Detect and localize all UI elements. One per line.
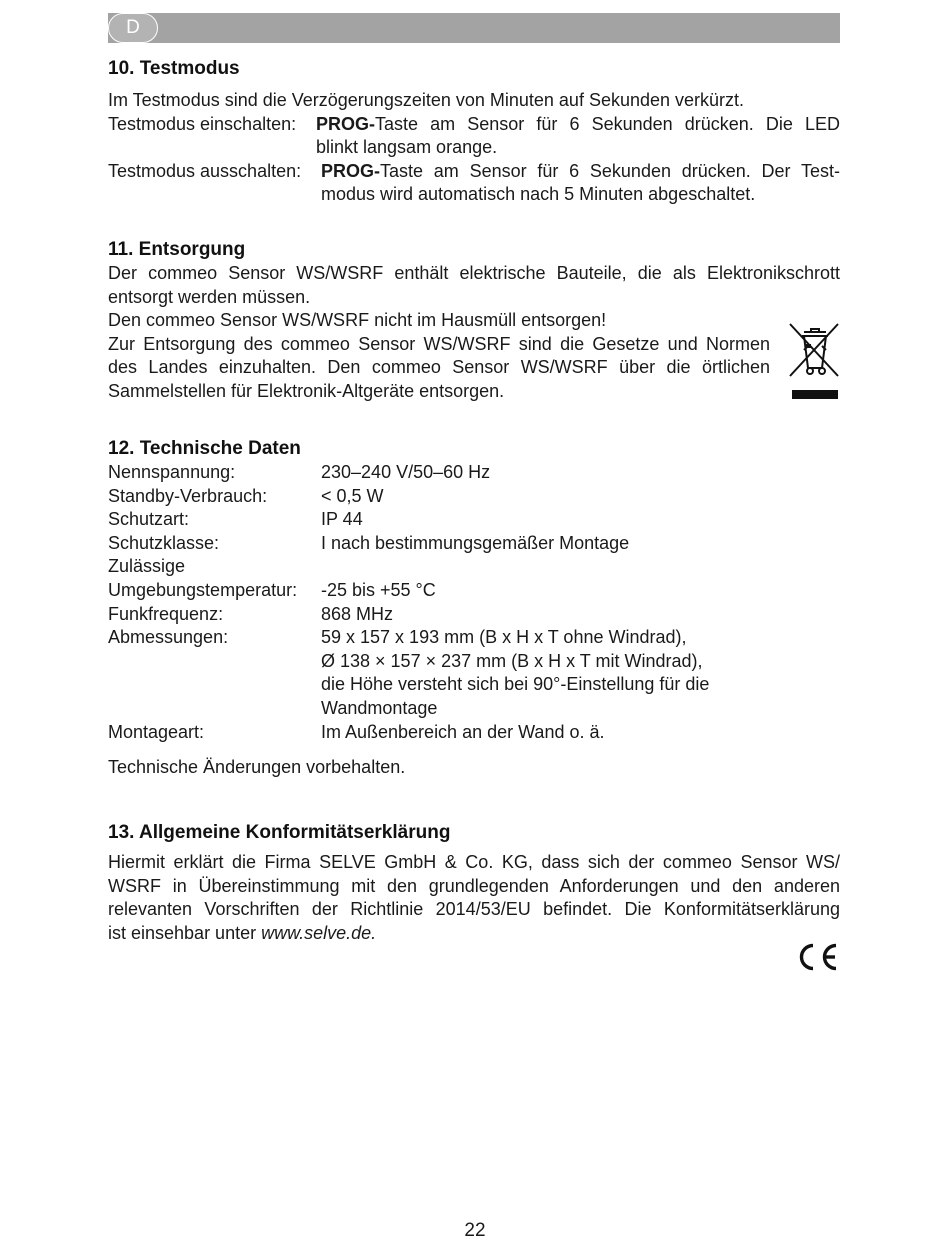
tech-row bbox=[108, 673, 840, 697]
disposal-p2: Den commeo Sensor WS/WSRF nicht im Hausmüll entsorgen! bbox=[108, 310, 607, 331]
ce-mark-icon bbox=[795, 942, 839, 972]
testmode-on-label: Testmodus einschalten: bbox=[108, 113, 297, 134]
tech-value bbox=[321, 555, 326, 579]
tech-key: Nennspannung: bbox=[108, 462, 236, 482]
prog-key-label: PROG- bbox=[321, 160, 381, 181]
testmode-on-row bbox=[108, 113, 840, 160]
tech-key: Montageart: bbox=[108, 721, 205, 742]
tech-key: Funkfrequenz: bbox=[108, 603, 224, 624]
tech-key: Umgebungstemperatur: bbox=[108, 579, 298, 600]
section-12-heading: 12. Technische Daten bbox=[108, 438, 301, 459]
crossed-out-wheelie-bin-icon bbox=[786, 322, 842, 402]
tech-key: Zulässige bbox=[108, 556, 186, 577]
disposal-p1-line-2: entsorgt werden müssen. bbox=[108, 286, 311, 307]
section-13-body bbox=[108, 851, 840, 945]
disposal-p3-line-3: Sammelstellen für Elektronik-Altgeräte entsorgen. bbox=[108, 380, 505, 401]
technical-changes-note bbox=[108, 756, 840, 780]
tech-value: 868 MHz bbox=[321, 603, 394, 624]
page-number: 22 bbox=[464, 1220, 486, 1241]
tech-row bbox=[108, 697, 840, 721]
section-11-body bbox=[108, 262, 840, 404]
tech-row bbox=[108, 532, 840, 556]
disposal-p1-line-1: Der commeo Sensor WS/WSRF enthält elektrische Bauteile, die als Elektronikschrott bbox=[108, 263, 840, 283]
conformity-line-1: Hiermit erklärt die Firma SELVE GmbH & Co. KG, dass sich der commeo Sensor WS/ bbox=[108, 852, 840, 872]
tech-value: -25 bis +55 °C bbox=[321, 579, 436, 600]
disposal-p3-line-1: Zur Entsorgung des commeo Sensor WS/WSRF sind die Gesetze und Normen bbox=[108, 333, 770, 354]
conformity-line-4 bbox=[108, 922, 840, 946]
tech-row bbox=[108, 603, 840, 627]
tech-row bbox=[108, 579, 840, 603]
header-bar bbox=[108, 13, 840, 43]
testmode-off-text bbox=[321, 160, 840, 207]
tech-key bbox=[108, 673, 321, 697]
tech-key bbox=[108, 697, 321, 721]
testmode-off-line-2: modus wird automatisch nach 5 Minuten abgeschaltet. bbox=[321, 184, 756, 205]
testmode-intro: Im Testmodus sind die Verzögerungszeiten von Minuten auf Sekunden verkürzt. bbox=[108, 90, 745, 110]
tech-row bbox=[108, 461, 840, 485]
tech-value: die Höhe versteht sich bei 90°-Einstellung für die bbox=[321, 674, 710, 695]
tech-value: IP 44 bbox=[321, 509, 363, 530]
testmode-off-row bbox=[108, 160, 840, 207]
disposal-p3-line-2: des Landes einzuhalten. Den commeo Sensor WS/WSRF über die örtlichen bbox=[108, 357, 770, 378]
tech-value: Ø 138 × 157 × 237 mm (B x H x T mit Windrad), bbox=[321, 650, 703, 671]
technical-changes-note-text: Technische Änderungen vorbehalten. bbox=[108, 757, 406, 777]
section-11-heading: 11. Entsorgung bbox=[108, 239, 246, 260]
tech-row bbox=[108, 485, 840, 509]
tech-key: Schutzklasse: bbox=[108, 532, 220, 553]
testmode-on-text bbox=[316, 113, 840, 160]
tech-row bbox=[108, 508, 840, 532]
tech-value: Im Außenbereich an der Wand o. ä. bbox=[321, 721, 605, 742]
tech-value: < 0,5 W bbox=[321, 485, 384, 506]
tech-key bbox=[108, 650, 321, 674]
testmode-off-label: Testmodus ausschalten: bbox=[108, 160, 302, 181]
technical-data-table bbox=[108, 461, 840, 744]
section-13-heading: 13. Allgemeine Konformitätserklärung bbox=[108, 822, 451, 843]
conformity-line-3: relevanten Vorschriften der Richtlinie 2014/53/EU befindet. Die Konformitätserklärung bbox=[108, 899, 840, 920]
testmode-on-line-1: Taste am Sensor für 6 Sekunden drücken. Die LED bbox=[375, 113, 840, 134]
language-tab: D bbox=[108, 13, 158, 43]
section-10-heading: 10. Testmodus bbox=[108, 58, 240, 79]
tech-key: Schutzart: bbox=[108, 509, 190, 530]
selve-website-link[interactable]: www.selve.de. bbox=[261, 922, 377, 943]
tech-key: Standby-Verbrauch: bbox=[108, 485, 268, 506]
conformity-line-4-prefix: ist einsehbar unter bbox=[108, 922, 262, 943]
section-10-body bbox=[108, 89, 840, 207]
prog-key-label: PROG- bbox=[316, 113, 376, 134]
tech-row bbox=[108, 626, 840, 650]
tech-value: 230–240 V/50–60 Hz bbox=[321, 462, 491, 482]
tech-row bbox=[108, 555, 840, 579]
tech-value: I nach bestimmungsgemäßer Montage bbox=[321, 532, 630, 553]
tech-value: 59 x 157 x 193 mm (B x H x T ohne Windrad), bbox=[321, 627, 687, 648]
tech-row bbox=[108, 721, 840, 745]
tech-value: Wandmontage bbox=[321, 697, 438, 718]
tech-key: Abmessungen: bbox=[108, 627, 229, 648]
testmode-off-line-1: Taste am Sensor für 6 Sekunden drücken. Der Test- bbox=[380, 160, 840, 181]
conformity-line-2: WSRF in Übereinstimmung mit den grundlegenden Anforderungen und den anderen bbox=[108, 875, 840, 896]
testmode-on-line-2: blinkt langsam orange. bbox=[316, 137, 498, 158]
tech-row bbox=[108, 650, 840, 674]
